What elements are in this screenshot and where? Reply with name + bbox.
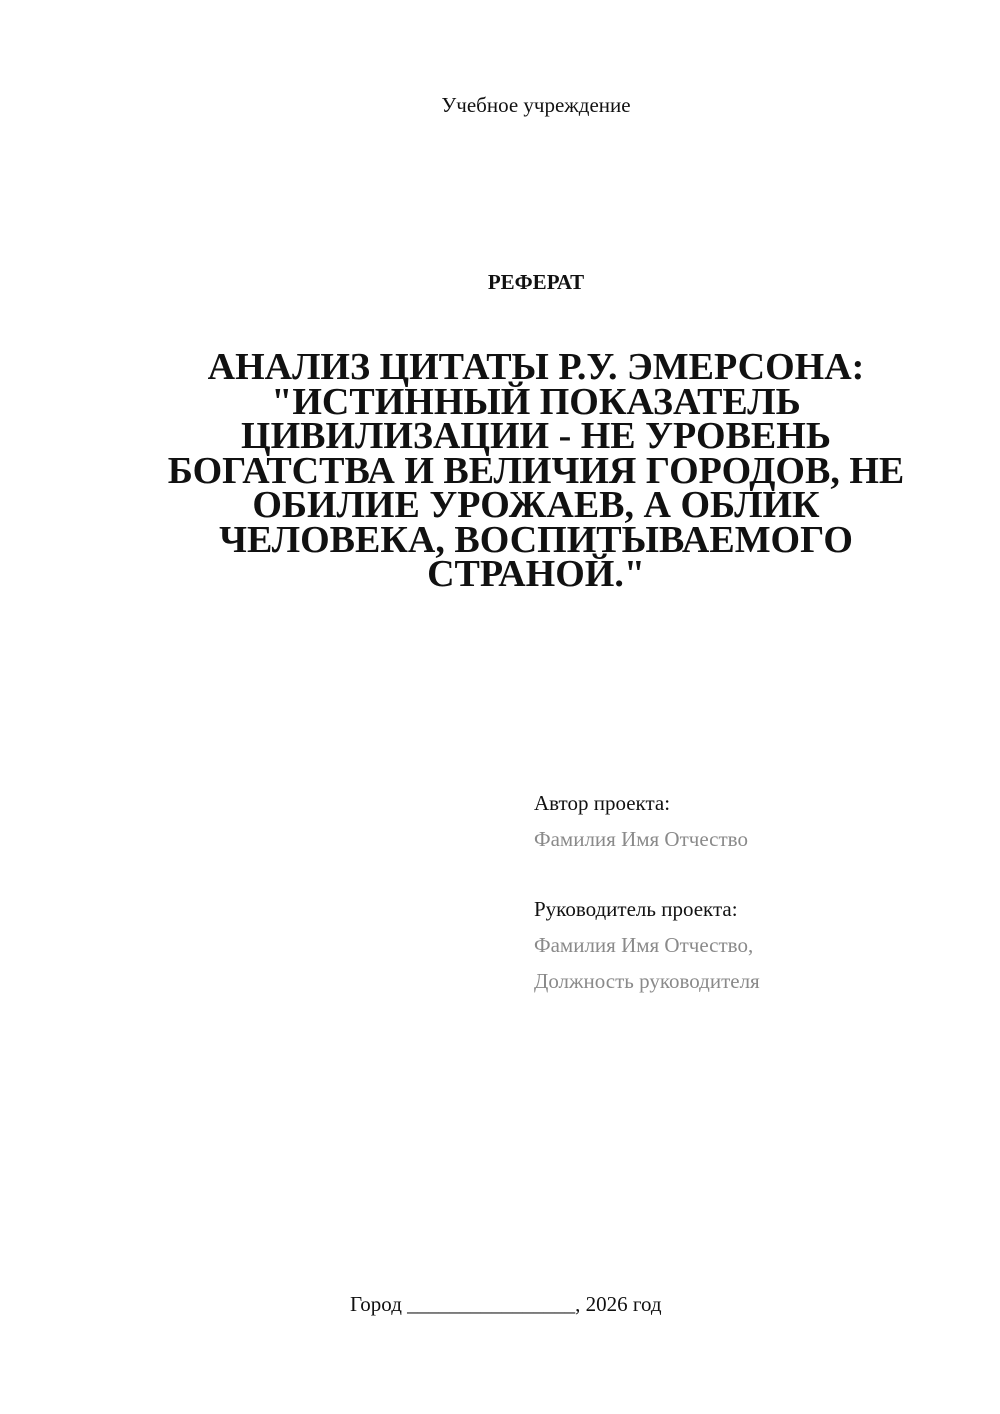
title-line: "ИСТИННЫЙ ПОКАЗАТЕЛЬ — [271, 380, 801, 423]
document-type: РЕФЕРАТ — [487, 270, 585, 294]
author-name: Фамилия Имя Отчество — [534, 827, 748, 851]
supervisor-name: Фамилия Имя Отчество, — [534, 933, 754, 957]
author-label: Автор проекта: — [534, 791, 671, 815]
author-block — [534, 785, 748, 857]
title-line: ЧЕЛОВЕКА, ВОСПИТЫВАЕМОГО — [219, 518, 853, 561]
supervisor-label: Руководитель проекта: — [534, 897, 738, 921]
title-line: БОГАТСТВА И ВЕЛИЧИЯ ГОРОДОВ, НЕ — [167, 449, 905, 492]
title-line: ЦИВИЛИЗАЦИИ - НЕ УРОВЕНЬ — [241, 415, 831, 457]
city-year-footer: Город ________________, 2026 год — [350, 1292, 662, 1316]
title-line: СТРАНОЙ." — [427, 553, 645, 595]
title-line: ОБИЛИЕ УРОЖАЕВ, А ОБЛИК — [252, 484, 820, 526]
supervisor-block — [534, 891, 760, 999]
institution-name: Учебное учреждение — [441, 93, 631, 117]
title-line: АНАЛИЗ ЦИТАТЫ Р.У. ЭМЕРСОНА: — [207, 346, 865, 388]
document-title — [150, 346, 922, 595]
supervisor-position: Должность руководителя — [534, 969, 760, 993]
